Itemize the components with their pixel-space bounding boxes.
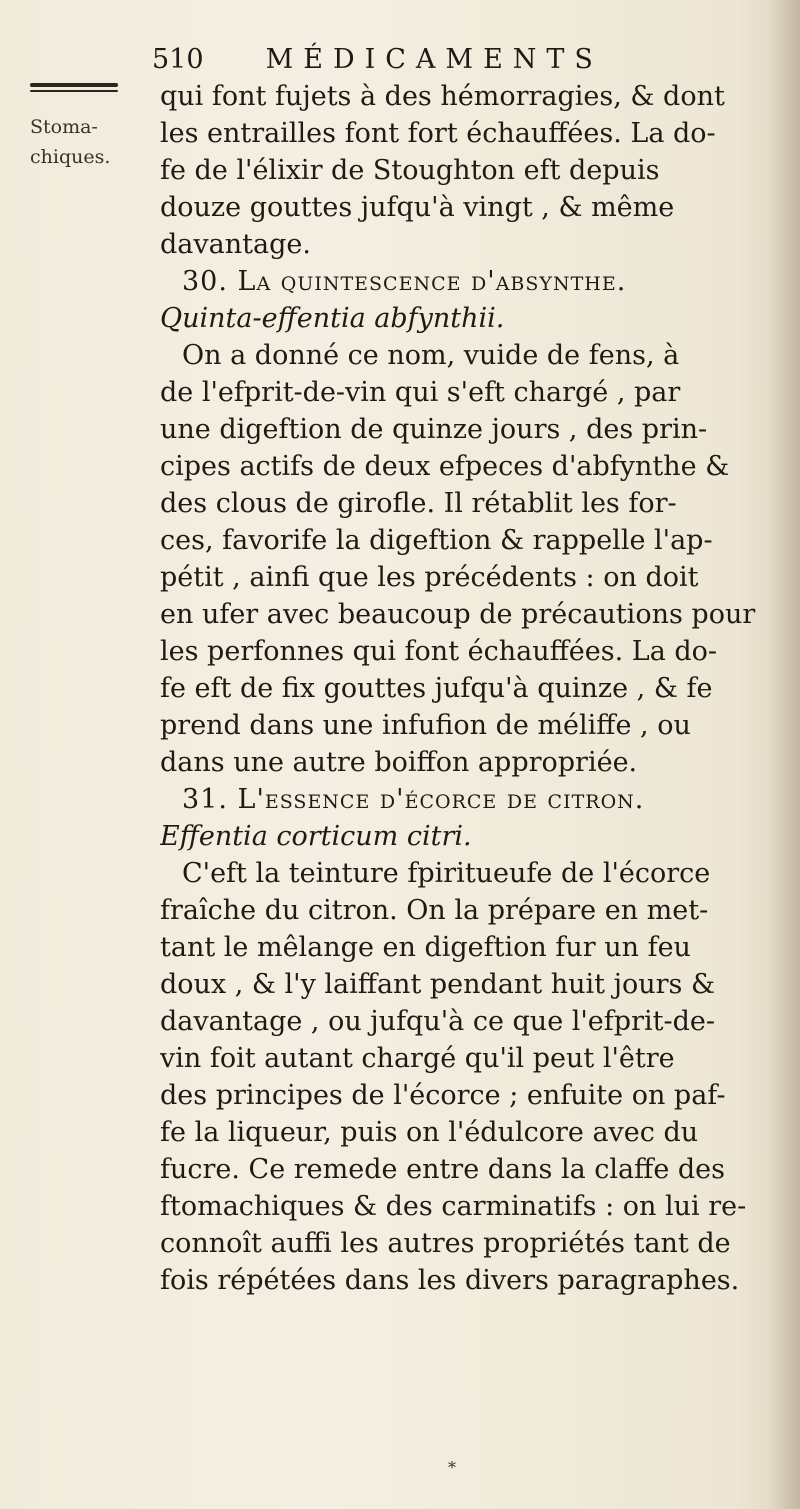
text-line: On a donné ce nom, vuide de fens, à: [182, 340, 680, 371]
signature-mark: *: [448, 1458, 456, 1477]
text-line: les perfonnes qui font échauffées. La do-: [160, 636, 718, 667]
latin-name: Effentia corticum citri.: [160, 821, 472, 852]
section-heading-31: 31. L'essence d'écorce de citron.: [182, 784, 645, 815]
text-line: des principes de l'écorce ; enfuite on paf-: [160, 1080, 726, 1111]
section-heading-30: 30. La quintescence d'absynthe.: [182, 266, 627, 297]
margin-note: Stoma- chiques.: [30, 116, 111, 168]
text-line: en ufer avec beaucoup de précautions pour: [160, 599, 756, 630]
text-line: C'eft la teinture fpiritueufe de l'écorce: [182, 858, 711, 889]
text-line: connoît auffi les autres propriétés tant de: [160, 1228, 731, 1259]
text-line: fe de l'élixir de Stoughton eft depuis: [160, 155, 660, 186]
text-line: tant le mêlange en digeftion fur un feu: [160, 932, 691, 963]
margin-rule-thin: [30, 90, 118, 92]
running-title: MÉDICAMENTS: [265, 44, 603, 75]
text-line: ces, favorife la digeftion & rappelle l'ap-: [160, 525, 713, 556]
text-line: prend dans une infufion de méliffe , ou: [160, 710, 691, 741]
latin-name: Quinta-effentia abfynthii.: [160, 303, 505, 334]
text-line: fucre. Ce remede entre dans la claffe des: [160, 1154, 726, 1185]
text-line: vin foit autant chargé qu'il peut l'être: [160, 1043, 675, 1074]
text-line: qui font fujets à des hémorragies, & dont: [160, 81, 725, 112]
text-line: dans une autre boiffon appropriée.: [160, 747, 638, 778]
text-line: fraîche du citron. On la prépare en met-: [160, 895, 709, 926]
text-line: fois répétées dans les divers paragraphes.: [160, 1265, 740, 1296]
page-number: 510: [152, 44, 204, 75]
text-line: fe la liqueur, puis on l'édulcore avec du: [160, 1117, 699, 1148]
margin-rule: [30, 83, 118, 87]
text-line: les entrailles font fort échauffées. La do-: [160, 118, 716, 149]
text-line: doux , & l'y laiffant pendant huit jours &: [160, 969, 715, 1000]
text-line: davantage.: [160, 229, 311, 260]
text-line: des clous de girofle. Il rétablit les for-: [160, 488, 677, 519]
text-line: une digeftion de quinze jours , des prin-: [160, 414, 708, 445]
text-line: pétit , ainfi que les précédents : on doit: [160, 562, 699, 593]
spine-shadow: [770, 0, 800, 1509]
text-line: ftomachiques & des carminatifs : on lui re-: [160, 1191, 747, 1222]
text-line: douze gouttes jufqu'à vingt , & même: [160, 192, 675, 223]
text-line: fe eft de fix gouttes jufqu'à quinze , & fe: [160, 673, 713, 704]
body-text: [160, 78, 770, 1299]
text-line: davantage , ou jufqu'à ce que l'efprit-de-: [160, 1006, 715, 1037]
text-line: cipes actifs de deux efpeces d'abfynthe &: [160, 451, 730, 482]
text-line: de l'efprit-de-vin qui s'eft chargé , par: [160, 377, 681, 408]
